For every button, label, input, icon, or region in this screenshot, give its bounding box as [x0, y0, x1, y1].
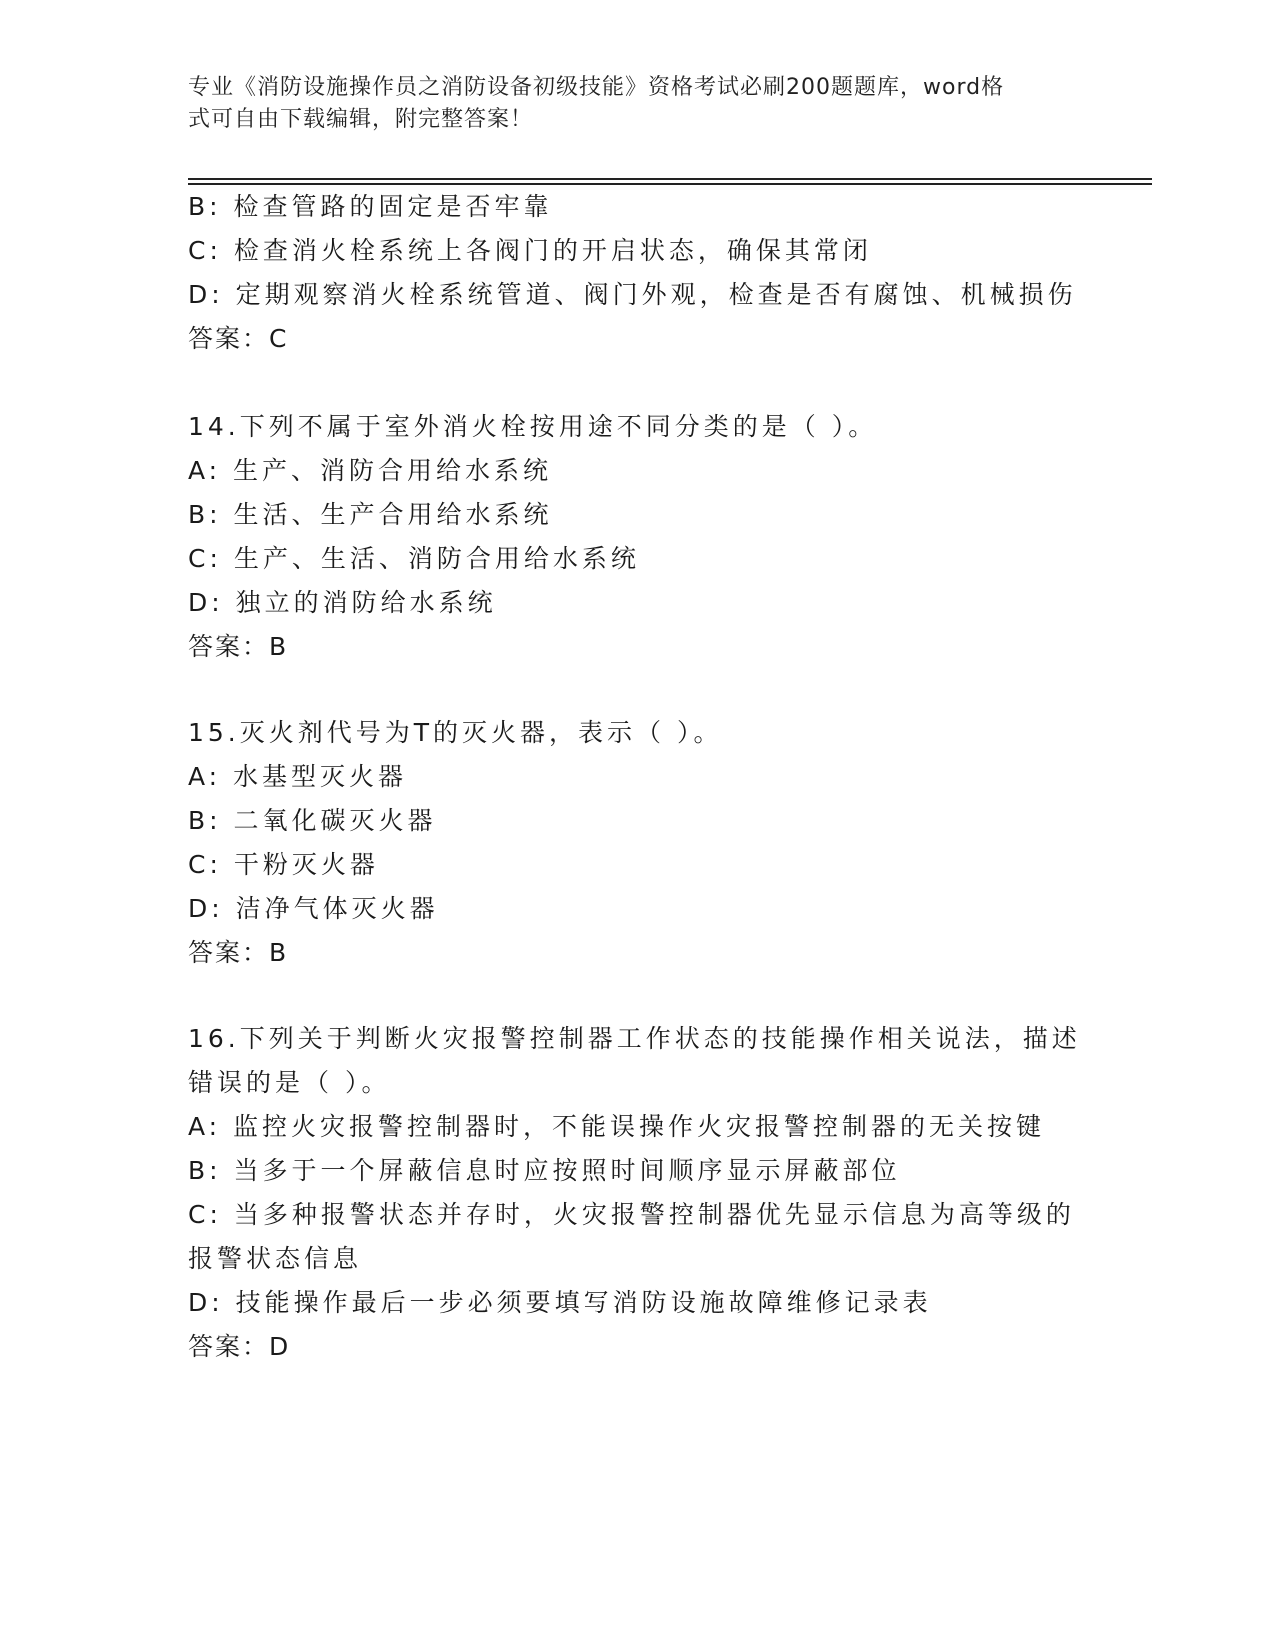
prev-option-d: D: 定期观察消火栓系统管道、阀门外观，检查是否有腐蚀、机械损伤 — [188, 280, 1077, 309]
q15-option-b: B: 二氧化碳灭火器 — [188, 806, 437, 835]
q16-option-b: B: 当多于一个屏蔽信息时应按照时间顺序显示屏蔽部位 — [188, 1156, 901, 1185]
q15-option-a: A: 水基型灭火器 — [188, 762, 408, 791]
prev-option-c: C: 检查消火栓系统上各阀门的开启状态，确保其常闭 — [188, 236, 872, 265]
q16-stem-line-2: 错误的是（ ）。 — [188, 1068, 391, 1097]
q15-stem: 15.灭火剂代号为T的灭火器，表示（ ）。 — [188, 718, 723, 747]
document-header — [188, 72, 1068, 136]
q16-stem-line-1: 16.下列关于判断火灾报警控制器工作状态的技能操作相关说法，描述 — [188, 1024, 1081, 1053]
q14-option-c: C: 生产、生活、消防合用给水系统 — [188, 544, 640, 573]
header-divider-bottom — [188, 183, 1152, 185]
q16-option-c-line-2: 报警状态信息 — [188, 1244, 363, 1273]
q14-option-d: D: 独立的消防给水系统 — [188, 588, 497, 617]
q14-option-b: B: 生活、生产合用给水系统 — [188, 500, 553, 529]
q16-option-a: A: 监控火灾报警控制器时，不能误操作火灾报警控制器的无关按键 — [188, 1112, 1046, 1141]
header-line-2: 式可自由下载编辑，附完整答案！ — [188, 107, 534, 132]
prev-answer: 答案：C — [188, 324, 289, 353]
q14-answer: 答案：B — [188, 632, 289, 661]
header-divider-top — [188, 178, 1152, 180]
header-line-1: 专业《消防设施操作员之消防设备初级技能》资格考试必刷200题题库，word格 — [188, 75, 1005, 100]
q16-option-c-line-1: C: 当多种报警状态并存时，火灾报警控制器优先显示信息为高等级的 — [188, 1200, 1075, 1229]
prev-option-b: B: 检查管路的固定是否牢靠 — [188, 192, 553, 221]
q14-stem: 14.下列不属于室外消火栓按用途不同分类的是（ ）。 — [188, 412, 878, 441]
q16-answer: 答案：D — [188, 1332, 291, 1361]
q16-option-d: D: 技能操作最后一步必须要填写消防设施故障维修记录表 — [188, 1288, 932, 1317]
q15-option-c: C: 干粉灭火器 — [188, 850, 379, 879]
q14-option-a: A: 生产、消防合用给水系统 — [188, 456, 553, 485]
q15-option-d: D: 洁净气体灭火器 — [188, 894, 439, 923]
q15-answer: 答案：B — [188, 938, 289, 967]
